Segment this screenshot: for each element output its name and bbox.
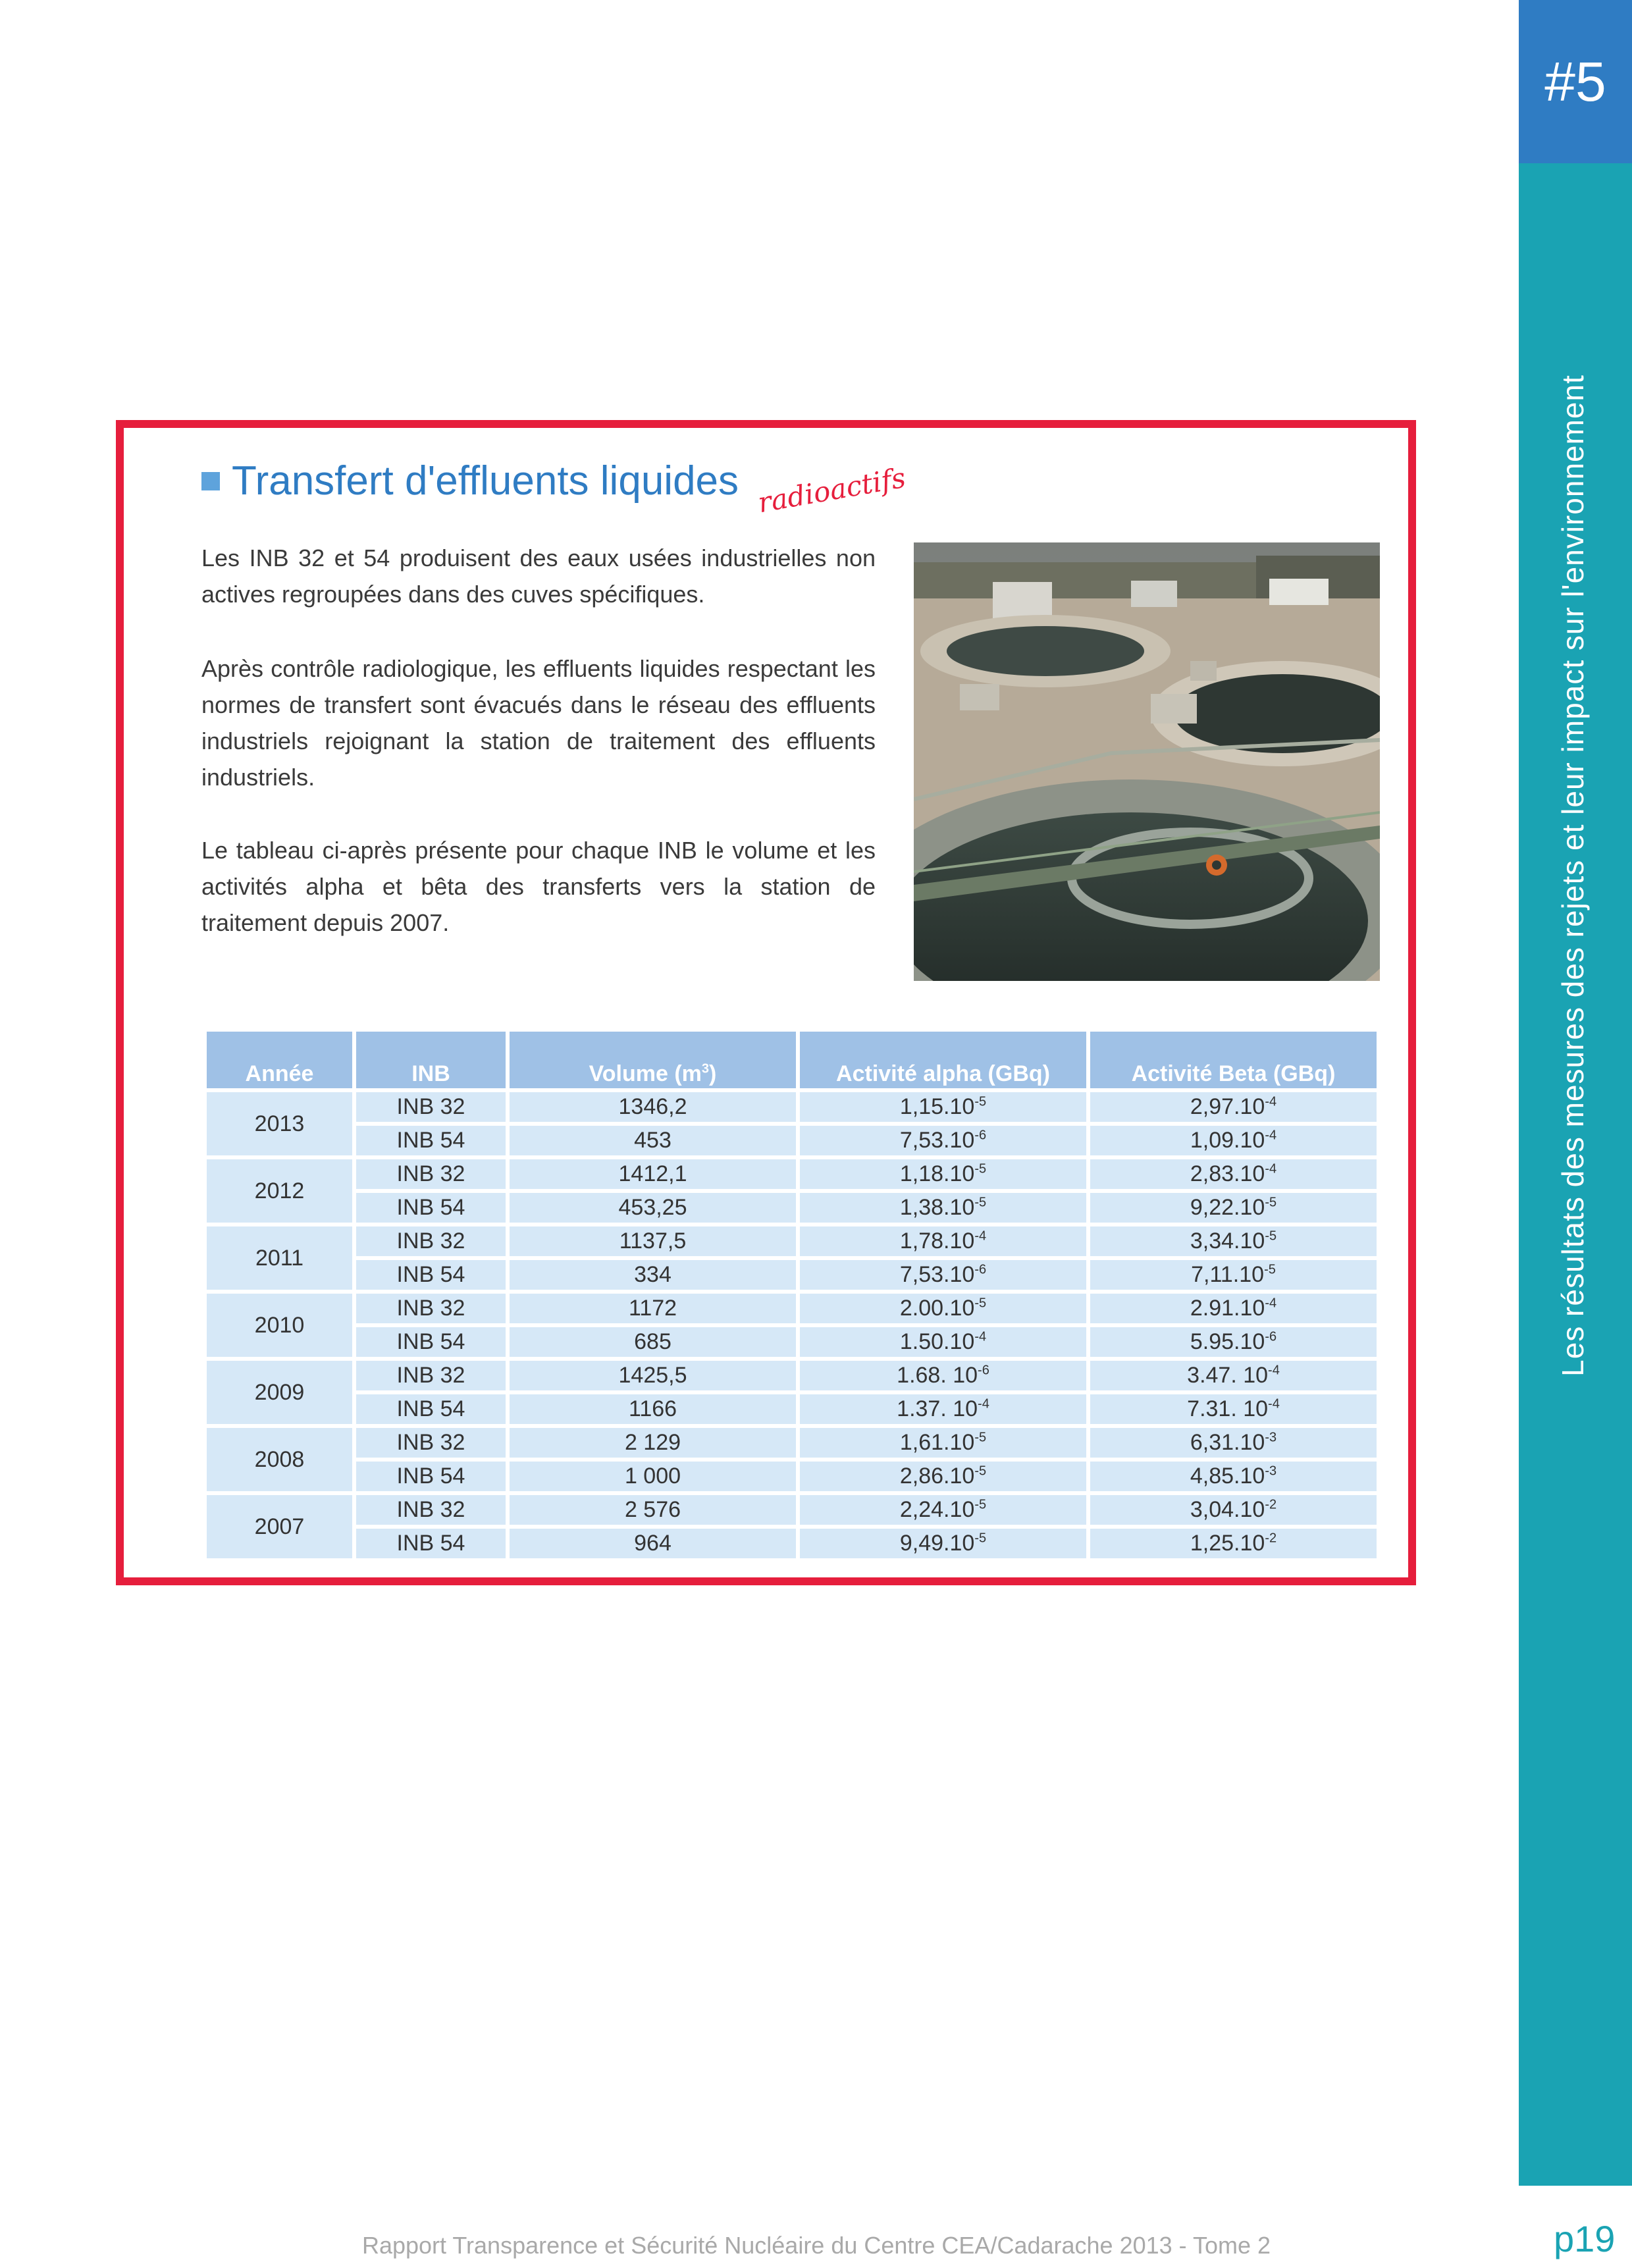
alpha-activity-cell: $1,78.10^{-4}$ — [800, 1226, 1086, 1256]
volume-cell: 2 576 — [510, 1495, 796, 1525]
control-paragraph: Après contrôle radiologique, les effluents liquides respectant les normes de transfert sont évacués dans le réseau des effluents industriels rejoignant la station de traitement des effluents industriels. — [201, 655, 876, 791]
treatment-basins-photo — [914, 542, 1380, 981]
table-row — [207, 1294, 1377, 1323]
alpha-activity-cell: $2,86.10^{-5}$ — [800, 1462, 1086, 1491]
inb-cell: INB 54 — [356, 1327, 506, 1357]
volume-cell: 1137,5 — [510, 1226, 796, 1256]
effluent-transfer-table — [207, 1032, 1375, 1558]
beta-activity-cell: $2.91.10^{-4}$ — [1090, 1294, 1377, 1323]
volume-cell: 453,25 — [510, 1193, 796, 1223]
inb-cell: INB 54 — [356, 1260, 506, 1290]
section-title — [201, 458, 739, 504]
year-cell: 2009 — [207, 1361, 352, 1424]
volume-cell: 1425,5 — [510, 1361, 796, 1390]
volume-cell: 1 000 — [510, 1462, 796, 1491]
volume-cell: 1412,1 — [510, 1159, 796, 1189]
alpha-activity-cell: $1,18.10^{-5}$ — [800, 1159, 1086, 1189]
alpha-activity-cell: 1.68. $10^{-6}$ — [800, 1361, 1086, 1390]
table-row — [207, 1327, 1377, 1357]
alpha-activity-cell: $2.00.10^{-5}$ — [800, 1294, 1086, 1323]
header-year: Année — [207, 1032, 352, 1088]
inb-cell: INB 32 — [356, 1159, 506, 1189]
year-cell: 2010 — [207, 1294, 352, 1357]
table-row — [207, 1462, 1377, 1491]
header-beta: Activité Beta (GBq) — [1090, 1032, 1377, 1088]
table-row — [207, 1428, 1377, 1458]
year-cell: 2012 — [207, 1159, 352, 1223]
square-bullet-icon — [201, 472, 220, 490]
section-title-text: Transfert d'effluents liquides — [232, 458, 739, 504]
table-row — [207, 1394, 1377, 1424]
beta-activity-cell: $9,22.10^{-5}$ — [1090, 1193, 1377, 1223]
volume-cell: 685 — [510, 1327, 796, 1357]
volume-cell: 453 — [510, 1126, 796, 1155]
table-row — [207, 1529, 1377, 1558]
alpha-activity-cell: $2,24.10^{-5}$ — [800, 1495, 1086, 1525]
inb-cell: INB 32 — [356, 1294, 506, 1323]
inb-cell: INB 32 — [356, 1361, 506, 1390]
page-footer: Rapport Transparence et Sécurité Nucléaire du Centre CEA/Cadarache 2013 - Tome 2 — [361, 2232, 1271, 2259]
alpha-activity-cell: $9,49.10^{-5}$ — [800, 1529, 1086, 1558]
beta-activity-cell: 3.47. $10^{-4}$ — [1090, 1361, 1377, 1390]
volume-cell: 964 — [510, 1529, 796, 1558]
alpha-activity-cell: 1.37. $10^{-4}$ — [800, 1394, 1086, 1424]
inb-cell: INB 54 — [356, 1462, 506, 1491]
page-number: p19 — [1554, 2218, 1616, 2259]
beta-activity-cell: $1,09.10^{-4}$ — [1090, 1126, 1377, 1155]
table-row — [207, 1260, 1377, 1290]
inb-cell: INB 32 — [356, 1428, 506, 1458]
alpha-activity-cell: $7,53.10^{-6}$ — [800, 1126, 1086, 1155]
header-alpha: Activité alpha (GBq) — [800, 1032, 1086, 1088]
alpha-activity-cell: $1.50.10^{-4}$ — [800, 1327, 1086, 1357]
alpha-activity-cell: $7,53.10^{-6}$ — [800, 1260, 1086, 1290]
beta-activity-cell: $7,11.10^{-5}$ — [1090, 1260, 1377, 1290]
intro-paragraph: Les INB 32 et 54 produisent des eaux usées industrielles non actives regroupées dans des cuves spécifiques. — [201, 544, 876, 608]
chapter-number: #5 — [1519, 0, 1632, 163]
section-title-accent: radioactifs — [755, 461, 908, 519]
inb-cell: INB 54 — [356, 1529, 506, 1558]
inb-cell: INB 32 — [356, 1092, 506, 1122]
table-row — [207, 1159, 1377, 1189]
header-inb: INB — [356, 1032, 506, 1088]
beta-activity-cell: $4,85.10^{-3}$ — [1090, 1462, 1377, 1491]
alpha-activity-cell: $1,38.10^{-5}$ — [800, 1193, 1086, 1223]
inb-cell: INB 54 — [356, 1193, 506, 1223]
volume-cell: 1166 — [510, 1394, 796, 1424]
beta-activity-cell: $2,83.10^{-4}$ — [1090, 1159, 1377, 1189]
volume-cell: 1346,2 — [510, 1092, 796, 1122]
header-volume: Volume $(m^3)$ — [510, 1032, 796, 1088]
beta-activity-cell: $3,04.10^{-2}$ — [1090, 1495, 1377, 1525]
table-row — [207, 1226, 1377, 1256]
year-cell: 2011 — [207, 1226, 352, 1290]
inb-cell: INB 54 — [356, 1126, 506, 1155]
alpha-activity-cell: $1,15.10^{-5}$ — [800, 1092, 1086, 1122]
volume-cell: 2 129 — [510, 1428, 796, 1458]
year-cell: 2008 — [207, 1428, 352, 1491]
inb-cell: INB 54 — [356, 1394, 506, 1424]
chapter-title: Les résultats des mesures des rejets et leur impact sur l'environnement — [1556, 375, 1590, 1377]
table-row — [207, 1495, 1377, 1525]
beta-activity-cell: 7.31. $10^{-4}$ — [1090, 1394, 1377, 1424]
beta-activity-cell: $5.95.10^{-6}$ — [1090, 1327, 1377, 1357]
volume-cell: 334 — [510, 1260, 796, 1290]
table-row — [207, 1092, 1377, 1122]
beta-activity-cell: $3,34.10^{-5}$ — [1090, 1226, 1377, 1256]
table-intro-paragraph: Le tableau ci-après présente pour chaque INB le volume et les activités alpha et bêta des transferts vers la station de traitement depuis 2007. — [201, 837, 876, 936]
alpha-activity-cell: $1,61.10^{-5}$ — [800, 1428, 1086, 1458]
inb-cell: INB 32 — [356, 1495, 506, 1525]
beta-activity-cell: $2,97.10^{-4}$ — [1090, 1092, 1377, 1122]
beta-activity-cell: $1,25.10^{-2}$ — [1090, 1529, 1377, 1558]
year-cell: 2007 — [207, 1495, 352, 1558]
beta-activity-cell: $6,31.10^{-3}$ — [1090, 1428, 1377, 1458]
table-row — [207, 1361, 1377, 1390]
table-row — [207, 1193, 1377, 1223]
table-row — [207, 1126, 1377, 1155]
inb-cell: INB 32 — [356, 1226, 506, 1256]
year-cell: 2013 — [207, 1092, 352, 1155]
volume-cell: 1172 — [510, 1294, 796, 1323]
